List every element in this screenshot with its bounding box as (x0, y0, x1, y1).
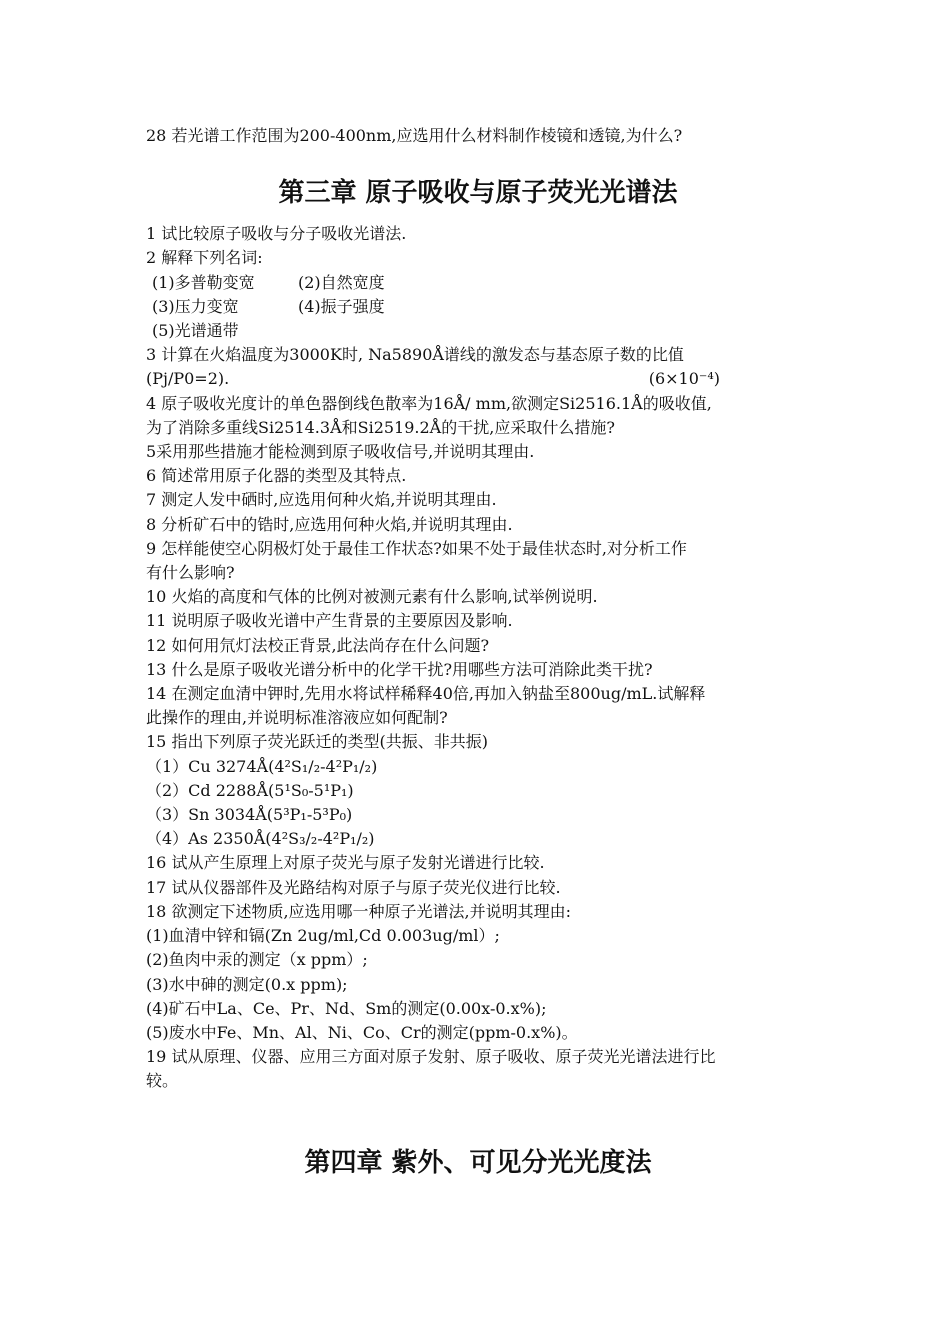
question-1: 1 试比较原子吸收与分子吸收光谱法. (146, 224, 407, 244)
question-11: 11 说明原子吸收光谱中产生背景的主要原因及影响. (146, 611, 513, 631)
transition-sn: （3）Sn 3034Å(5³P₁-5³P₀) (146, 805, 353, 825)
question-17: 17 试从仪器部件及光路结构对原子与原子荧光仪进行比较. (146, 877, 561, 897)
question-19-line-2: 较。 (146, 1071, 179, 1091)
transition-cu: （1）Cu 3274Å(4²S₁/₂-4²P₁/₂) (146, 756, 378, 776)
question-9-line-2: 有什么影响? (146, 563, 235, 583)
question-3-line-2 (146, 367, 810, 391)
question-9-line-1: 9 怎样能使空心阴极灯处于最佳工作状态?如果不处于最佳状态时,对分析工作 (146, 538, 687, 558)
question-6: 6 简述常用原子化器的类型及其特点. (146, 466, 407, 486)
document-page (146, 124, 810, 1178)
q18-item-2: (2)鱼肉中汞的测定（x ppm）; (146, 950, 368, 970)
question-5: 5采用那些措施才能检测到原子吸收信号,并说明其理由. (146, 442, 535, 462)
question-2: 2 解释下列名词: (146, 248, 263, 268)
term-spectral-bandpass: (5)光谱通带 (152, 321, 239, 341)
question-10: 10 火焰的高度和气体的比例对被测元素有什么影响,试举例说明. (146, 587, 598, 607)
terms-row-2 (146, 295, 810, 319)
question-3-line-1: 3 计算在火焰温度为3000K时, Na5890Å谱线的激发态与基态原子数的比值 (146, 345, 684, 365)
question-4-line-2: 为了消除多重线Si2514.3Å和Si2519.2Å的干扰,应采取什么措施? (146, 417, 615, 437)
question-8: 8 分析矿石中的锆时,应选用何种火焰,并说明其理由. (146, 514, 513, 534)
question-15: 15 指出下列原子荧光跃迁的类型(共振、非共振) (146, 732, 488, 752)
question-28: 28 若光谱工作范围为200-400nm,应选用什么材料制作棱镜和透镜,为什么? (146, 126, 683, 145)
transition-as: （4）As 2350Å(4²S₃/₂-4²P₁/₂) (146, 829, 375, 849)
q18-item-5: (5)废水中Fe、Mn、Al、Ni、Co、Cr的测定(ppm-0.x%)。 (146, 1022, 578, 1042)
term-oscillator: (4)振子强度 (298, 296, 385, 316)
question-19-line-1: 19 试从原理、仪器、应用三方面对原子发射、原子吸收、原子荧光光谱法进行比 (146, 1047, 716, 1067)
question-18: 18 欲测定下述物质,应选用哪一种原子光谱法,并说明其理由: (146, 901, 572, 921)
term-pressure: (3)压力变宽 (152, 296, 239, 316)
chapter-4-title: 第四章 紫外、可见分光光度法 (304, 1147, 652, 1178)
question-16: 16 试从产生原理上对原子荧光与原子发射光谱进行比较. (146, 853, 545, 873)
question-14-line-1: 14 在测定血清中钾时,先用水将试样稀释40倍,再加入钠盐至800ug/mL.试解释 (146, 684, 706, 704)
question-12: 12 如何用氘灯法校正背景,此法尚存在什么问题? (146, 635, 490, 655)
term-doppler: (1)多普勒变宽 (152, 272, 255, 292)
question-3-answer: (6×10⁻⁴) (648, 369, 720, 389)
q18-item-4: (4)矿石中La、Ce、Pr、Nd、Sm的测定(0.00x-0.x%); (146, 998, 547, 1018)
q18-item-1: (1)血清中锌和镉(Zn 2ug/ml,Cd 0.003ug/ml）; (146, 926, 500, 946)
question-13: 13 什么是原子吸收光谱分析中的化学干扰?用哪些方法可消除此类干扰? (146, 659, 653, 679)
term-natural-width: (2)自然宽度 (298, 272, 385, 292)
transition-cd: （2）Cd 2288Å(5¹S₀-5¹P₁) (146, 780, 354, 800)
question-7: 7 测定人发中硒时,应选用何种火焰,并说明其理由. (146, 490, 497, 510)
terms-row-1 (146, 271, 810, 295)
chapter-3-title: 第三章 原子吸收与原子荧光光谱法 (278, 178, 678, 209)
question-14-line-2: 此操作的理由,并说明标准溶液应如何配制? (146, 708, 448, 728)
question-4-line-1: 4 原子吸收光度计的单色器倒线色散率为16Å/ mm,欲测定Si2516.1Å的吸收值, (146, 393, 712, 413)
q18-item-3: (3)水中砷的测定(0.x ppm); (146, 974, 348, 994)
question-3-text: (Pj/P0=2). (146, 369, 230, 389)
